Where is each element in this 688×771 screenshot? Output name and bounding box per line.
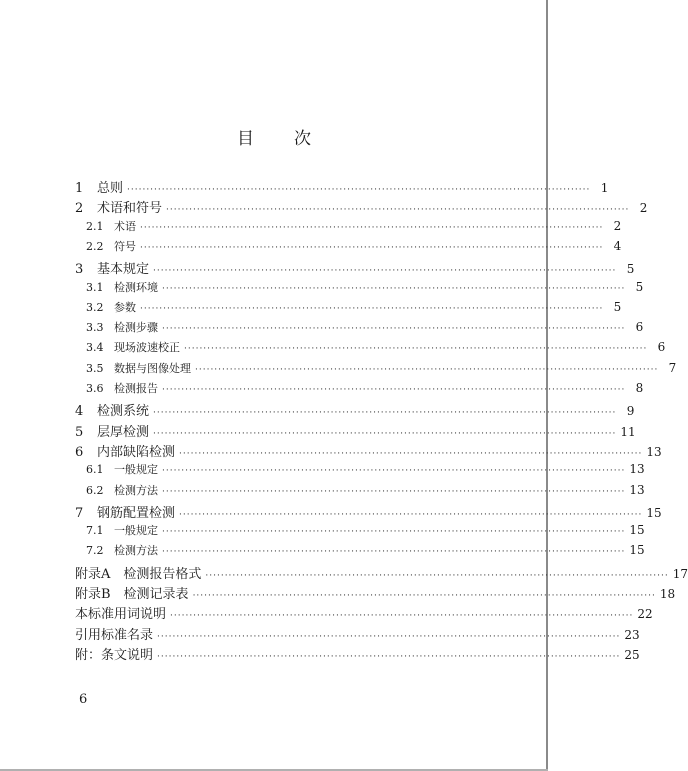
toc-entry-title: 基本规定: [97, 262, 150, 278]
toc-entry-page: 5: [626, 262, 635, 277]
toc-entry-page: 15: [646, 505, 662, 520]
toc-entry: [75, 218, 622, 238]
toc-entry-number: 2.1: [86, 219, 104, 233]
toc-leader-dots: ························································································································: [127, 185, 591, 195]
toc-entry-title: 引用标准名录: [75, 627, 154, 643]
toc-entry-title: 检测报告: [114, 382, 158, 395]
toc-leader-dots: ························································································································: [162, 283, 626, 294]
toc-entry-page: 25: [624, 647, 640, 662]
toc-entry-number: 5: [75, 424, 84, 440]
toc-title: [0, 124, 548, 149]
toc-entry-page: 18: [659, 587, 676, 601]
toc-entry-page: 7: [668, 360, 677, 375]
toc-entry-page: 1: [600, 181, 609, 195]
toc-leader-dots: ························································································································: [140, 303, 604, 314]
toc-leader-dots: ························································································································: [162, 486, 626, 497]
toc-leader-dots: ························································································································: [184, 344, 648, 355]
toc-entry-number: 3.1: [86, 280, 104, 294]
toc-entry: [75, 624, 640, 644]
toc-entry-title: 本标准用词说明: [75, 607, 167, 623]
toc-entry-number: 3.2: [86, 300, 104, 314]
toc-entry-number: 7.1: [86, 524, 104, 538]
toc-leader-dots: ························································································································: [153, 408, 617, 419]
toc-leader-dots: ························································································································: [192, 591, 656, 601]
toc-entry-number: 3.4: [86, 341, 104, 355]
toc-entry-page: 13: [629, 462, 645, 477]
toc-entry-number: 6.1: [86, 463, 104, 477]
toc-entry-number: 3: [75, 262, 84, 278]
toc-leader-dots: ························································································································: [140, 242, 604, 253]
toc-entry: [75, 299, 622, 319]
toc-entry: [75, 603, 653, 623]
toc-entry: [75, 197, 648, 217]
toc-leader-dots: ························································································································: [153, 428, 617, 439]
toc-entry-number: 3.3: [86, 321, 104, 335]
toc-leader-dots: ························································································································: [162, 466, 626, 477]
toc-leader-dots: ························································································································: [166, 205, 630, 216]
toc-leader-dots: ························································································································: [153, 266, 617, 277]
toc-entry-page: 6: [657, 340, 666, 355]
toc-entry-number: 3.5: [86, 361, 104, 375]
toc-entry: [75, 441, 662, 461]
toc-entry: [75, 177, 609, 197]
toc-leader-dots: ························································································································: [140, 222, 604, 233]
toc-leader-dots: ························································································································: [162, 324, 626, 335]
toc-entry-title: 检测方法: [114, 483, 158, 497]
page-number: 6: [79, 692, 88, 707]
toc-entry-title: 符号: [114, 239, 136, 253]
toc-entry-page: 13: [646, 444, 662, 459]
toc-entry-page: 17: [672, 566, 688, 581]
toc-entry-page: 22: [637, 607, 653, 622]
toc-entry-title: 附录A 检测报告格式: [75, 566, 202, 582]
toc-entry-number: 2.2: [86, 239, 104, 253]
toc-entry-title: 检测环境: [114, 280, 158, 294]
toc-leader-dots: ························································································································: [205, 570, 669, 581]
toc-entry-page: 9: [626, 404, 635, 419]
toc-entry-page: 8: [635, 381, 644, 395]
toc-entry: [75, 258, 635, 278]
toc-entry-title: 一般规定: [114, 463, 158, 477]
toc-leader-dots: ························································································································: [170, 611, 634, 622]
toc-leader-dots: ························································································································: [162, 547, 626, 558]
toc-entry-number: 6.2: [86, 483, 104, 497]
toc-entry-title: 总则: [97, 181, 124, 196]
toc-entry: [75, 583, 676, 603]
toc-title-char-2: 次: [294, 129, 311, 149]
toc-leader-dots: ························································································································: [162, 527, 626, 538]
toc-entry: [75, 522, 645, 542]
toc-entry-page: 23: [624, 627, 640, 642]
toc-entry-page: 13: [629, 482, 645, 497]
toc-entry-page: 15: [629, 543, 645, 558]
toc-entry-title: 检测系统: [97, 404, 150, 420]
toc-entry: [75, 542, 645, 562]
toc-entry-title: 检测方法: [114, 544, 158, 558]
toc-entry-title: 钢筋配置检测: [97, 505, 176, 521]
toc-entry-title: 术语和符号: [97, 201, 163, 217]
toc-entry-page: 4: [613, 238, 622, 253]
toc-entry: [75, 279, 644, 299]
toc-entry-title: 术语: [114, 219, 136, 233]
toc-entry-number: 3.6: [86, 382, 104, 395]
toc-entry: [75, 502, 662, 522]
toc-entry-number: 6: [75, 444, 84, 460]
toc-entry-title: 检测步骤: [114, 321, 158, 335]
toc-entry-page: 2: [613, 218, 622, 233]
toc-entry: [75, 339, 666, 359]
toc-entry-title: 一般规定: [114, 524, 158, 538]
toc-leader-dots: ························································································································: [179, 509, 643, 520]
toc-entry-title: 参数: [114, 300, 136, 314]
toc-title-char-1: 目: [237, 129, 254, 149]
toc-entry-number: 2: [75, 201, 84, 217]
toc-entry: [75, 644, 640, 664]
toc-entry-page: 5: [635, 279, 644, 294]
toc-entry: [75, 421, 636, 441]
toc-entry-title: 现场波速校正: [114, 341, 180, 355]
toc-entry-page: 5: [613, 299, 622, 314]
toc-entry-title: 层厚检测: [97, 424, 150, 440]
toc-entry-page: 6: [635, 320, 644, 335]
toc-entry: [75, 319, 644, 339]
toc-entry: [75, 563, 688, 583]
toc-leader-dots: ························································································································: [179, 448, 643, 459]
toc-entry-number: 4: [75, 404, 84, 420]
toc-leader-dots: ························································································································: [162, 385, 626, 395]
toc-entry-title: 附录B 检测记录表: [75, 587, 189, 602]
toc-entry-number: 7.2: [86, 544, 104, 558]
toc-entry: [75, 238, 622, 258]
toc-entry-title: 数据与图像处理: [114, 361, 191, 375]
toc-entry-title: 附：条文说明: [75, 647, 154, 663]
toc-entry-number: 7: [75, 505, 84, 521]
toc-leader-dots: ························································································································: [157, 651, 621, 662]
toc-entry-page: 15: [629, 523, 645, 538]
toc-entry-number: 1: [75, 181, 84, 196]
toc-entry: [75, 461, 645, 481]
toc-entry-page: 11: [620, 424, 636, 439]
toc-entry: [75, 400, 635, 420]
toc-entry-title: 内部缺陷检测: [97, 444, 176, 460]
toc-entry: [75, 482, 645, 502]
toc-leader-dots: ························································································································: [195, 364, 659, 375]
toc-leader-dots: ························································································································: [157, 631, 621, 642]
toc-entry: [75, 360, 677, 380]
toc-entry: [75, 380, 644, 400]
toc-entry-page: 2: [639, 201, 648, 216]
